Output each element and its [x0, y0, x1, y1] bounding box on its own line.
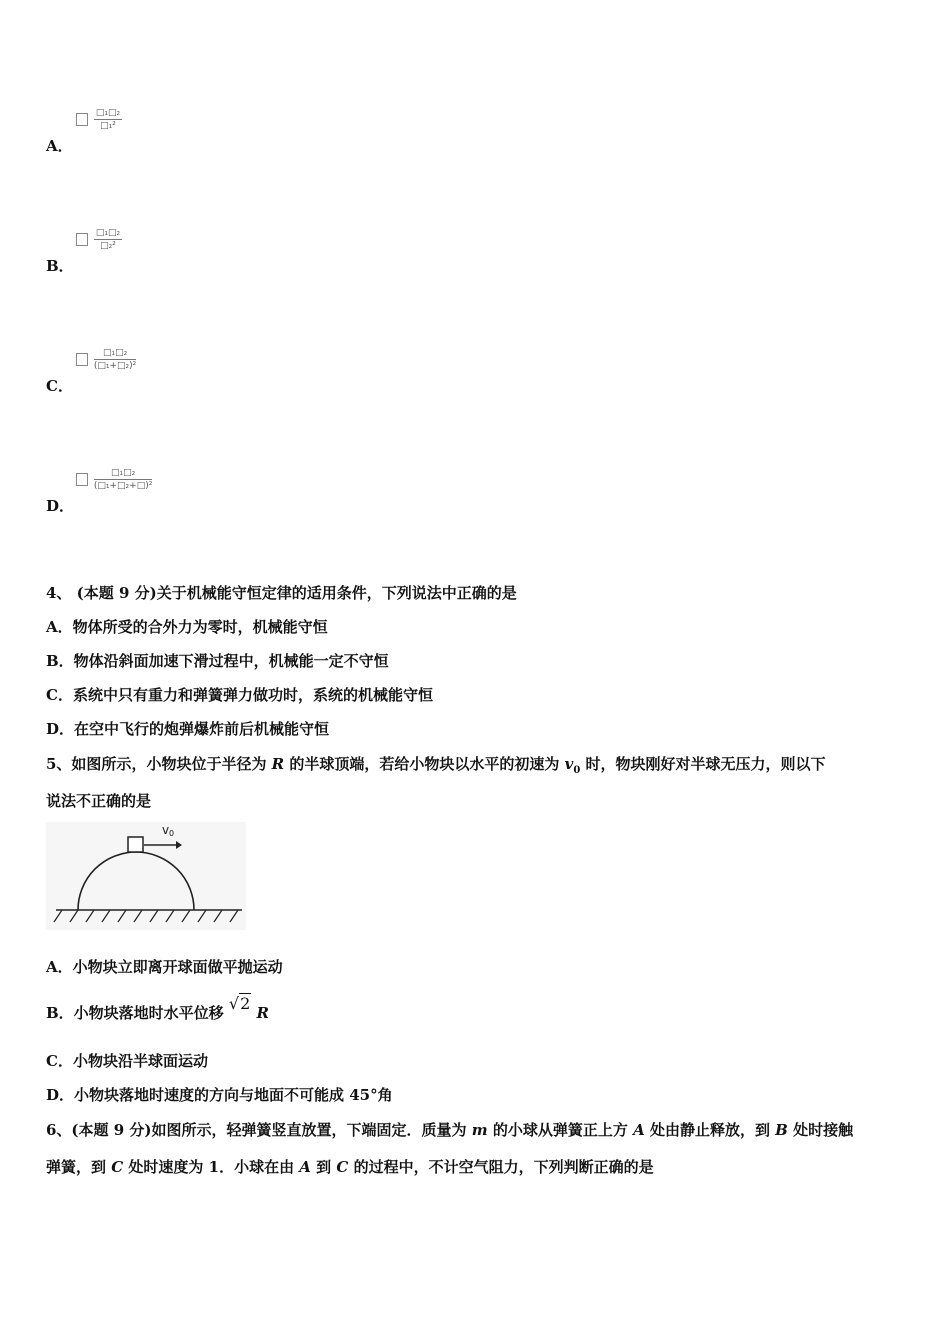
q5-option-a: A．小物块立即离开球面做平抛运动 — [46, 958, 283, 976]
option-b-label: B． — [46, 257, 74, 275]
q4-option-a: A．物体所受的合外力为零时，机械能守恒 — [46, 618, 328, 636]
option-a-formula: $\frac{\text{□₁□₂}}{\text{□₁²}}$ — [76, 108, 122, 131]
option-d-label: D． — [46, 497, 75, 515]
missing-glyph-icon — [76, 233, 88, 246]
velocity-label-sub: 0 — [169, 829, 175, 838]
q5-option-d: D．小物块落地时速度的方向与地面不可能成 45°角 — [46, 1086, 393, 1104]
q5-stem-line1: 5、如图所示，小物块位于半径为 R 的半球顶端，若给小物块以水平的初速为 $v_0$ 时，物块刚好对半球无压力，则以下 — [46, 755, 826, 776]
option-c-formula: $\frac{\text{□₁□₂}}{\text{(□₁+□₂)²}}$ — [76, 348, 136, 371]
q5-option-b: B．小物块落地时水平位移 √2 R — [46, 994, 270, 1022]
missing-glyph-icon — [76, 113, 88, 126]
q5-option-c: C．小物块沿半球面运动 — [46, 1052, 208, 1070]
q4-stem: 4、 (本题 9 分)关于机械能守恒定律的适用条件，下列说法中正确的是 — [46, 584, 517, 602]
option-b-formula: $\frac{\text{□₁□₂}}{\text{□₂²}}$ — [76, 228, 122, 251]
small-block — [128, 837, 143, 852]
sqrt-symbol: √2 — [228, 994, 251, 1013]
missing-glyph-icon — [76, 353, 88, 366]
hemisphere-figure — [46, 822, 246, 930]
missing-glyph-icon — [76, 473, 88, 486]
option-c-label: C． — [46, 377, 73, 395]
q6-stem-line2: 弹簧，到 C 处时速度为 1．小球在由 A 到 C 的过程中，不计空气阻力，下列判断正确的是 — [46, 1158, 654, 1176]
q4-option-b: B．物体沿斜面加速下滑过程中，机械能一定不守恒 — [46, 652, 389, 670]
q4-option-d: D．在空中飞行的炮弹爆炸前后机械能守恒 — [46, 720, 330, 738]
option-a-label: A． — [46, 137, 73, 155]
option-d-formula: $\frac{\text{□₁□₂}}{\text{(□₁+□₂+□)²}}$ — [76, 468, 152, 491]
q6-stem-line1: 6、(本题 9 分)如图所示，轻弹簧竖直放置，下端固定．质量为 m 的小球从弹簧正上方 A 处由静止释放，到 B 处时接触 — [46, 1121, 854, 1139]
q4-option-c: C．系统中只有重力和弹簧弹力做功时，系统的机械能守恒 — [46, 686, 433, 704]
velocity-label: v — [162, 823, 170, 837]
q5-stem-line2: 说法不正确的是 — [46, 792, 152, 810]
